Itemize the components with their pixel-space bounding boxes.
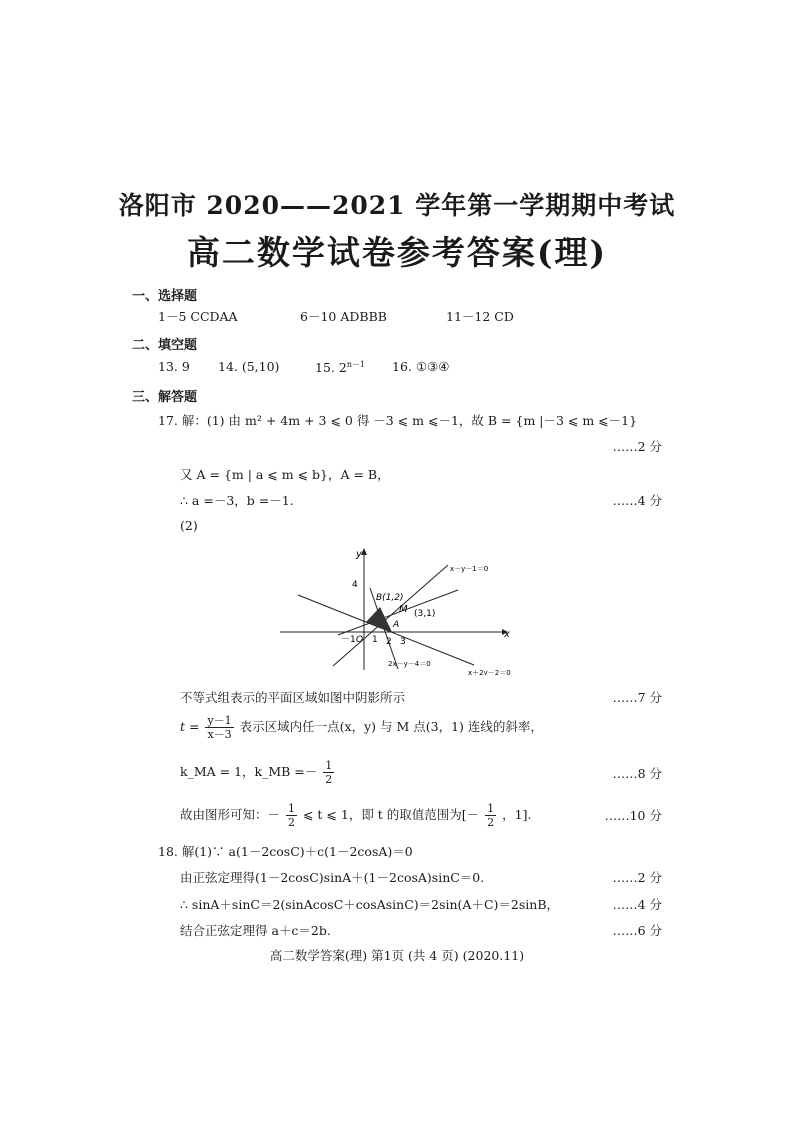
title-line-2: 高二数学试卷参考答案(理) — [186, 233, 608, 272]
q18-line-4: 结合正弦定理得 a＋c＝2b. — [180, 923, 331, 938]
q17-line-7-a: 故由图形可知：－ — [180, 807, 281, 822]
label-point-B: B(1,2) — [376, 593, 404, 603]
section-heading-solutions: 三、解答题 — [132, 390, 198, 405]
half-denominator: 2 — [325, 773, 333, 786]
label-line-x-plus-2y: x＋2y－2＝0 — [468, 669, 511, 675]
feasible-region-figure — [278, 545, 514, 675]
q17-line-7 — [180, 802, 531, 829]
label-point-A: A — [393, 620, 400, 630]
q17-score-5: ……10 分 — [604, 808, 662, 823]
label-origin: O — [356, 635, 364, 645]
answer-13: 13. 9 — [158, 359, 190, 374]
label-y: y — [356, 549, 362, 560]
half-fraction-3 — [485, 802, 496, 829]
t-denominator: x－3 — [207, 728, 232, 741]
answers-6-10: 6－10 ADBBB — [300, 309, 387, 324]
page-footer: 高二数学答案(理) 第1页 (共 4 页) (2020.11) — [269, 948, 525, 963]
label-point-M: M — [399, 604, 408, 615]
q17-line-7-b: ⩽ t ⩽ 1，即 t 的取值范围为[－ — [302, 807, 480, 822]
answer-16: 16. ①③④ — [392, 359, 450, 374]
q17-line-2: 又 A = {m | a ⩽ m ⩽ b}，A = B， — [180, 467, 390, 482]
q17-line-7-c: ，1]. — [502, 807, 532, 822]
q17-score-2: ……4 分 — [612, 493, 662, 508]
q17-slopes: k_MA = 1，k_MB =－ — [180, 764, 318, 779]
t-numerator: y－1 — [207, 714, 232, 727]
label-coord-M: (3,1) — [414, 609, 436, 619]
label-tick-2: 2 — [386, 637, 392, 647]
half2-numerator: 1 — [288, 802, 295, 815]
q17-line-5-rest: 表示区域内任一点(x，y) 与 M 点(3，1) 连线的斜率， — [239, 719, 543, 734]
q17-score-4: ……8 分 — [612, 766, 662, 781]
t-fraction — [205, 714, 233, 741]
label-line-x-minus-y: x－y－1＝0 — [450, 565, 489, 573]
half2-denominator: 2 — [288, 816, 295, 829]
q17-line-6 — [180, 759, 336, 786]
answer-15-base: 15. 2 — [315, 360, 347, 376]
half-numerator: 1 — [325, 759, 333, 772]
q17-line-5: t = $\frac{y-1}{x-3}$ 表示区域内任一点(x，y) 与 M 点(3，1) 连线的斜率， — [180, 714, 543, 741]
q18-score-1: ……2 分 — [612, 870, 662, 885]
answer-14: 14. (5,10) — [218, 359, 280, 374]
label-line-2x-minus-y: 2x－y－4＝0 — [388, 660, 431, 668]
q17-line-4: 不等式组表示的平面区域如图中阴影所示 — [180, 690, 406, 705]
half3-numerator: 1 — [487, 802, 495, 815]
section-heading-choice: 一、选择题 — [132, 289, 198, 304]
q18-line-2: 由正弦定理得(1－2cosC)sinA＋(1－2cosA)sinC＝0. — [180, 870, 485, 885]
label-x: x — [504, 629, 510, 640]
shaded-region — [366, 607, 392, 632]
title-line-1: 洛阳市 2020——2021 学年第一学期期中考试 — [118, 191, 676, 220]
answer-15-exponent: n－1 — [346, 360, 366, 369]
half-fraction-2 — [286, 802, 297, 829]
label-tick-1: 1 — [372, 635, 378, 645]
q18-score-3: ……6 分 — [612, 923, 662, 938]
q18-score-2: ……4 分 — [612, 897, 662, 912]
half-fraction — [323, 759, 334, 786]
answers-11-12: 11－12 CD — [446, 309, 514, 324]
q18-line-3: ∴ sinA＋sinC＝2(sinAcosC＋cosAsinC)＝2sin(A＋C)＝2sinB， — [180, 897, 560, 912]
half3-denominator: 2 — [487, 816, 495, 829]
q17-line-1: 17. 解：(1) 由 m² + 4m + 3 ⩽ 0 得 －3 ⩽ m ⩽－1，故 B = {m |－3 ⩽ m ⩽－1} — [158, 413, 638, 428]
label-tick-neg1: －1 — [341, 635, 356, 645]
q17-part-2: (2) — [180, 518, 198, 533]
q17-line-3: ∴ a =－3，b =－1. — [180, 493, 294, 508]
answers-1-5: 1－5 CCDAA — [158, 309, 238, 324]
section-heading-fill: 二、填空题 — [132, 338, 198, 353]
answer-15 — [315, 359, 365, 375]
label-tick-3: 3 — [400, 637, 406, 647]
label-tick-4: 4 — [352, 580, 358, 590]
line-x-plus-2y — [298, 595, 474, 665]
q17-score-1: ……2 分 — [612, 439, 662, 454]
q18-line-1: 18. 解(1)∵ a(1－2cosC)＋c(1－2cosA)＝0 — [158, 844, 413, 859]
q17-score-3: ……7 分 — [612, 690, 662, 705]
